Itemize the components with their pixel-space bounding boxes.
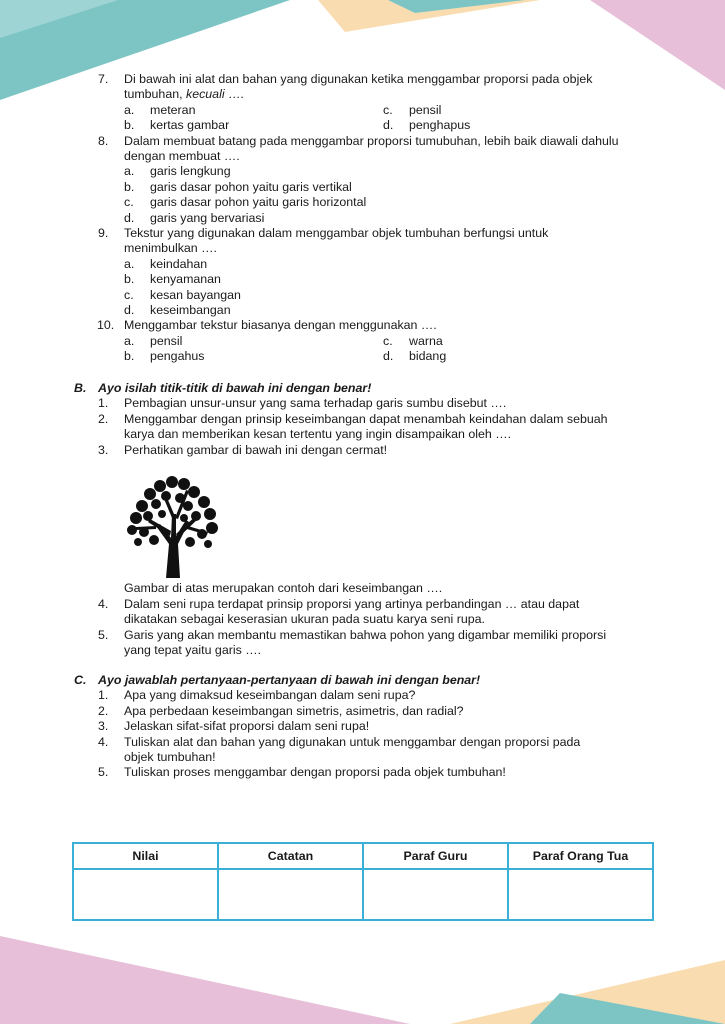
score-table bbox=[72, 842, 654, 921]
option-letter: b. bbox=[124, 272, 135, 287]
tree-illustration bbox=[126, 474, 218, 578]
item-text: objek tumbuhan! bbox=[124, 750, 216, 764]
option-text: keindahan bbox=[150, 256, 208, 271]
option-text: penghapus bbox=[409, 118, 471, 133]
option-text: pensil bbox=[150, 333, 183, 348]
option-text: warna bbox=[409, 333, 443, 348]
section-letter: C. bbox=[74, 673, 87, 687]
question-text: Di bawah ini alat dan bahan yang digunakan ketika menggambar proporsi pada objek bbox=[124, 72, 593, 86]
option-letter: c. bbox=[124, 287, 134, 302]
score-cell-paraf-guru[interactable] bbox=[363, 869, 508, 920]
score-header-nilai: Nilai bbox=[73, 843, 218, 869]
item-text: Menggambar dengan prinsip keseimbangan dapat menambah keindahan dalam sebuah bbox=[124, 411, 608, 426]
option-text: keseimbangan bbox=[150, 303, 231, 317]
item-number: 3. bbox=[98, 719, 109, 734]
option-letter: b. bbox=[124, 349, 135, 364]
option-letter: d. bbox=[383, 349, 394, 364]
option-letter: d. bbox=[124, 210, 135, 225]
question-number: 8. bbox=[98, 133, 109, 148]
item-text: yang tepat yaitu garis …. bbox=[124, 643, 262, 658]
question-text-part: tumbuhan, bbox=[124, 87, 186, 102]
score-cell-paraf-orang-tua[interactable] bbox=[508, 869, 653, 920]
option-text: pengahus bbox=[150, 349, 205, 364]
item-number: 3. bbox=[98, 442, 109, 457]
section-title: Ayo isilah titik-titik di bawah ini dengan benar! bbox=[98, 381, 372, 395]
option-letter: a. bbox=[124, 164, 135, 179]
option-text: kesan bayangan bbox=[150, 287, 241, 302]
option-letter: c. bbox=[383, 102, 393, 117]
question-emphasis: kecuali bbox=[186, 87, 225, 102]
item-number: 4. bbox=[98, 734, 109, 749]
item-number: 5. bbox=[98, 765, 109, 780]
question-text bbox=[124, 87, 244, 102]
option-text: garis dasar pohon yaitu garis horizontal bbox=[150, 195, 367, 210]
top-right-pink-shape bbox=[590, 0, 725, 90]
option-letter: a. bbox=[124, 256, 135, 271]
item-number: 2. bbox=[98, 411, 109, 426]
question-number: 7. bbox=[98, 72, 109, 86]
option-text: garis lengkung bbox=[150, 164, 231, 179]
score-cell-catatan[interactable] bbox=[218, 869, 363, 920]
option-letter: d. bbox=[124, 303, 135, 317]
item-text: Pembagian unsur-unsur yang sama terhadap garis sumbu disebut …. bbox=[124, 396, 507, 411]
option-letter: d. bbox=[383, 118, 394, 133]
question-text: Dalam membuat batang pada menggambar proporsi tumubuhan, lebih baik diawali dahulu bbox=[124, 133, 619, 148]
item-number: 2. bbox=[98, 703, 109, 718]
bottom-left-pink-shape bbox=[0, 936, 410, 1024]
item-text: dikatakan sebagai keserasian ukuran pada suatu karya seni rupa. bbox=[124, 612, 485, 627]
option-text: kenyamanan bbox=[150, 272, 221, 287]
item-text: Dalam seni rupa terdapat prinsip proporsi yang artinya perbandingan … atau dapat bbox=[124, 597, 580, 611]
question-text: dengan membuat …. bbox=[124, 149, 240, 163]
option-text: meteran bbox=[150, 102, 196, 117]
option-letter: a. bbox=[124, 333, 135, 348]
question-number: 9. bbox=[98, 226, 109, 240]
section-letter: B. bbox=[74, 381, 87, 395]
question-text: Tekstur yang digunakan dalam menggambar objek tumbuhan berfungsi untuk bbox=[124, 226, 549, 240]
option-letter: b. bbox=[124, 118, 135, 133]
option-text: pensil bbox=[409, 102, 442, 117]
item-number: 5. bbox=[98, 627, 109, 642]
section-title: Ayo jawablah pertanyaan-pertanyaan di bawah ini dengan benar! bbox=[98, 673, 481, 687]
image-caption: Gambar di atas merupakan contoh dari keseimbangan …. bbox=[124, 581, 443, 595]
option-text: kertas gambar bbox=[150, 118, 230, 133]
score-header-catatan: Catatan bbox=[218, 843, 363, 869]
question-text-part: …. bbox=[224, 87, 244, 102]
score-header-paraf-guru: Paraf Guru bbox=[363, 843, 508, 869]
option-letter: a. bbox=[124, 102, 135, 117]
item-text: Apa perbedaan keseimbangan simetris, asimetris, dan radial? bbox=[124, 703, 464, 718]
option-letter: c. bbox=[383, 333, 393, 348]
item-number: 1. bbox=[98, 396, 109, 411]
question-text: Menggambar tekstur biasanya dengan menggunakan …. bbox=[124, 318, 437, 333]
option-text: bidang bbox=[409, 349, 447, 364]
score-cell-nilai[interactable] bbox=[73, 869, 218, 920]
item-number: 1. bbox=[98, 688, 109, 703]
item-text: karya dan memberikan kesan tertentu yang ingin disampaikan oleh …. bbox=[124, 427, 512, 442]
option-text: garis yang bervariasi bbox=[150, 210, 265, 225]
question-number: 10. bbox=[97, 318, 115, 333]
item-text: Perhatikan gambar di bawah ini dengan cermat! bbox=[124, 442, 388, 457]
option-letter: c. bbox=[124, 195, 134, 210]
option-letter: b. bbox=[124, 179, 135, 194]
item-text: Jelaskan sifat-sifat proporsi dalam seni rupa! bbox=[124, 719, 370, 734]
item-number: 4. bbox=[98, 597, 109, 611]
item-text: Apa yang dimaksud keseimbangan dalam seni rupa? bbox=[124, 688, 416, 703]
item-text: Tuliskan alat dan bahan yang digunakan untuk menggambar dengan proporsi pada bbox=[124, 734, 581, 749]
score-header-paraf-orang-tua: Paraf Orang Tua bbox=[508, 843, 653, 869]
item-text: Garis yang akan membantu memastikan bahwa pohon yang digambar memiliki proporsi bbox=[124, 627, 607, 642]
option-text: garis dasar pohon yaitu garis vertikal bbox=[150, 179, 352, 194]
item-text: Tuliskan proses menggambar dengan proporsi pada objek tumbuhan! bbox=[124, 765, 506, 780]
question-text: menimbulkan …. bbox=[124, 241, 217, 256]
